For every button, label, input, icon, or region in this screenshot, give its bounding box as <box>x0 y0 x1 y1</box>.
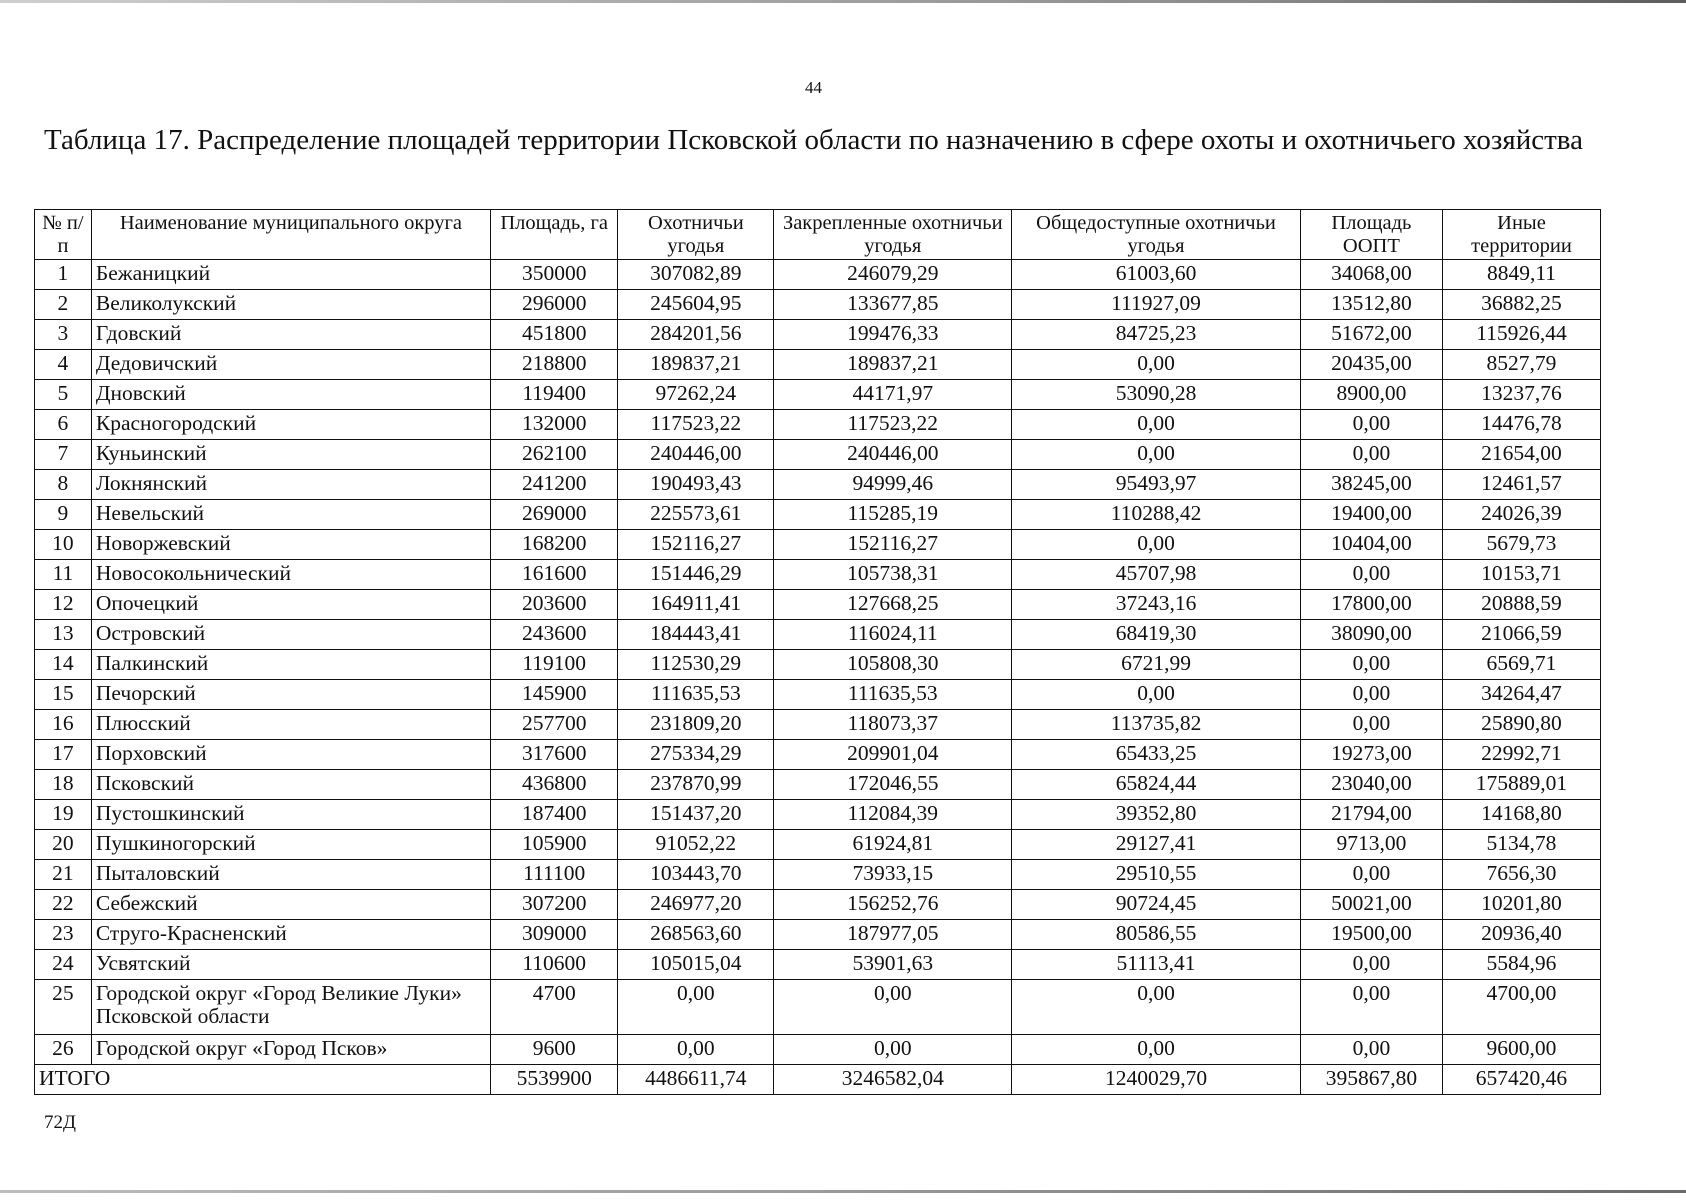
area-ha: 269000 <box>490 500 617 530</box>
district-name: Бежаницкий <box>91 260 490 290</box>
table-row <box>35 650 1601 680</box>
other-territories: 9600,00 <box>1442 1035 1600 1065</box>
total-hunting-lands: 4486611,74 <box>618 1065 774 1095</box>
district-name: Палкинский <box>91 650 490 680</box>
area-ha: 307200 <box>490 890 617 920</box>
table-title: Таблица 17. Распределение площадей территории Псковской области по назначению в сфере охоты и охотничьего хозяйства <box>44 124 1583 156</box>
area-ha: 4700 <box>490 980 617 1035</box>
row-number: 23 <box>35 920 92 950</box>
row-number: 4 <box>35 350 92 380</box>
area-ha: 309000 <box>490 920 617 950</box>
hunting-lands: 151446,29 <box>618 560 774 590</box>
assigned-lands: 0,00 <box>774 980 1012 1035</box>
other-territories: 5584,96 <box>1442 950 1600 980</box>
public-lands: 6721,99 <box>1012 650 1301 680</box>
other-territories: 5679,73 <box>1442 530 1600 560</box>
table-row <box>35 320 1601 350</box>
assigned-lands: 240446,00 <box>774 440 1012 470</box>
table-body <box>35 260 1601 1065</box>
other-territories: 6569,71 <box>1442 650 1600 680</box>
scan-edge-bottom <box>0 1190 1686 1193</box>
row-number: 6 <box>35 410 92 440</box>
protected-area: 51672,00 <box>1300 320 1442 350</box>
hunting-lands: 190493,43 <box>618 470 774 500</box>
hunting-lands: 117523,22 <box>618 410 774 440</box>
hunting-lands: 184443,41 <box>618 620 774 650</box>
protected-area: 19400,00 <box>1300 500 1442 530</box>
area-ha: 168200 <box>490 530 617 560</box>
area-ha: 132000 <box>490 410 617 440</box>
row-number: 9 <box>35 500 92 530</box>
district-name: Новоржевский <box>91 530 490 560</box>
other-territories: 8849,11 <box>1442 260 1600 290</box>
row-number: 21 <box>35 860 92 890</box>
district-name: Дновский <box>91 380 490 410</box>
public-lands: 84725,23 <box>1012 320 1301 350</box>
table-row <box>35 710 1601 740</box>
table-row <box>35 740 1601 770</box>
other-territories: 10153,71 <box>1442 560 1600 590</box>
table-row <box>35 830 1601 860</box>
other-territories: 21066,59 <box>1442 620 1600 650</box>
total-assigned-lands: 3246582,04 <box>774 1065 1012 1095</box>
row-number: 7 <box>35 440 92 470</box>
assigned-lands: 0,00 <box>774 1035 1012 1065</box>
public-lands: 29127,41 <box>1012 830 1301 860</box>
col-header-district: Наименование муниципального округа <box>91 210 490 260</box>
row-number: 15 <box>35 680 92 710</box>
district-name: Печорский <box>91 680 490 710</box>
assigned-lands: 127668,25 <box>774 590 1012 620</box>
row-number: 14 <box>35 650 92 680</box>
table-row <box>35 290 1601 320</box>
hunting-lands: 284201,56 <box>618 320 774 350</box>
assigned-lands: 187977,05 <box>774 920 1012 950</box>
row-number: 3 <box>35 320 92 350</box>
protected-area: 0,00 <box>1300 560 1442 590</box>
row-number: 11 <box>35 560 92 590</box>
public-lands: 45707,98 <box>1012 560 1301 590</box>
hunting-lands: 0,00 <box>618 980 774 1035</box>
area-ha: 9600 <box>490 1035 617 1065</box>
public-lands: 90724,45 <box>1012 890 1301 920</box>
row-number: 26 <box>35 1035 92 1065</box>
row-number: 20 <box>35 830 92 860</box>
assigned-lands: 73933,15 <box>774 860 1012 890</box>
hunting-lands: 225573,61 <box>618 500 774 530</box>
other-territories: 22992,71 <box>1442 740 1600 770</box>
row-number: 8 <box>35 470 92 500</box>
row-number: 19 <box>35 800 92 830</box>
public-lands: 0,00 <box>1012 530 1301 560</box>
district-name: Красногородский <box>91 410 490 440</box>
hunting-lands: 111635,53 <box>618 680 774 710</box>
public-lands: 0,00 <box>1012 350 1301 380</box>
table-row <box>35 410 1601 440</box>
assigned-lands: 111635,53 <box>774 680 1012 710</box>
row-number: 22 <box>35 890 92 920</box>
hunting-lands: 0,00 <box>618 1035 774 1065</box>
other-territories: 10201,80 <box>1442 890 1600 920</box>
hunting-lands: 112530,29 <box>618 650 774 680</box>
district-name: Дедовичский <box>91 350 490 380</box>
protected-area: 34068,00 <box>1300 260 1442 290</box>
protected-area: 0,00 <box>1300 650 1442 680</box>
assigned-lands: 209901,04 <box>774 740 1012 770</box>
public-lands: 68419,30 <box>1012 620 1301 650</box>
assigned-lands: 116024,11 <box>774 620 1012 650</box>
table-row <box>35 260 1601 290</box>
assigned-lands: 172046,55 <box>774 770 1012 800</box>
table-row <box>35 890 1601 920</box>
public-lands: 65433,25 <box>1012 740 1301 770</box>
district-name: Новосокольнический <box>91 560 490 590</box>
hunting-lands: 231809,20 <box>618 710 774 740</box>
row-number: 24 <box>35 950 92 980</box>
other-territories: 175889,01 <box>1442 770 1600 800</box>
public-lands: 0,00 <box>1012 1035 1301 1065</box>
header-row <box>35 210 1601 260</box>
row-number: 5 <box>35 380 92 410</box>
public-lands: 0,00 <box>1012 680 1301 710</box>
district-name: Струго-Красненский <box>91 920 490 950</box>
row-number: 12 <box>35 590 92 620</box>
other-territories: 21654,00 <box>1442 440 1600 470</box>
document-code: 72Д <box>44 1112 76 1133</box>
assigned-lands: 246079,29 <box>774 260 1012 290</box>
table-row <box>35 590 1601 620</box>
other-territories: 13237,76 <box>1442 380 1600 410</box>
assigned-lands: 117523,22 <box>774 410 1012 440</box>
protected-area: 0,00 <box>1300 980 1442 1035</box>
district-name: Локнянский <box>91 470 490 500</box>
area-ha: 262100 <box>490 440 617 470</box>
area-ha: 187400 <box>490 800 617 830</box>
protected-area: 0,00 <box>1300 440 1442 470</box>
protected-area: 19500,00 <box>1300 920 1442 950</box>
area-ha: 350000 <box>490 260 617 290</box>
assigned-lands: 152116,27 <box>774 530 1012 560</box>
protected-area: 23040,00 <box>1300 770 1442 800</box>
district-name: Островский <box>91 620 490 650</box>
area-ha: 257700 <box>490 710 617 740</box>
other-territories: 25890,80 <box>1442 710 1600 740</box>
district-name: Куньинский <box>91 440 490 470</box>
hunting-lands: 105015,04 <box>618 950 774 980</box>
other-territories: 115926,44 <box>1442 320 1600 350</box>
public-lands: 80586,55 <box>1012 920 1301 950</box>
protected-area: 10404,00 <box>1300 530 1442 560</box>
row-number: 10 <box>35 530 92 560</box>
table-row <box>35 470 1601 500</box>
total-label: ИТОГО <box>35 1065 491 1095</box>
table-row <box>35 800 1601 830</box>
assigned-lands: 94999,46 <box>774 470 1012 500</box>
row-number: 2 <box>35 290 92 320</box>
assigned-lands: 61924,81 <box>774 830 1012 860</box>
protected-area: 13512,80 <box>1300 290 1442 320</box>
district-name: Опочецкий <box>91 590 490 620</box>
area-ha: 110600 <box>490 950 617 980</box>
hunting-lands: 275334,29 <box>618 740 774 770</box>
other-territories: 20936,40 <box>1442 920 1600 950</box>
table-row <box>35 920 1601 950</box>
total-other-territories: 657420,46 <box>1442 1065 1600 1095</box>
district-name: Пушкиногорский <box>91 830 490 860</box>
hunting-lands: 91052,22 <box>618 830 774 860</box>
row-number: 13 <box>35 620 92 650</box>
public-lands: 111927,09 <box>1012 290 1301 320</box>
hunting-area-table <box>34 209 1601 1095</box>
table-row <box>35 980 1601 1035</box>
public-lands: 51113,41 <box>1012 950 1301 980</box>
hunting-lands: 189837,21 <box>618 350 774 380</box>
district-name: Порховский <box>91 740 490 770</box>
protected-area: 0,00 <box>1300 950 1442 980</box>
district-name: Городской округ «Город Великие Луки» Псковской области <box>91 980 490 1035</box>
table-row <box>35 500 1601 530</box>
hunting-lands: 103443,70 <box>618 860 774 890</box>
area-ha: 241200 <box>490 470 617 500</box>
total-area: 5539900 <box>490 1065 617 1095</box>
area-ha: 161600 <box>490 560 617 590</box>
protected-area: 19273,00 <box>1300 740 1442 770</box>
area-ha: 105900 <box>490 830 617 860</box>
protected-area: 21794,00 <box>1300 800 1442 830</box>
protected-area: 0,00 <box>1300 680 1442 710</box>
col-header-assigned-lands: Закрепленные охотничьи угодья <box>774 210 1012 260</box>
area-ha: 203600 <box>490 590 617 620</box>
row-number: 17 <box>35 740 92 770</box>
public-lands: 110288,42 <box>1012 500 1301 530</box>
assigned-lands: 112084,39 <box>774 800 1012 830</box>
table-row <box>35 860 1601 890</box>
table-row <box>35 560 1601 590</box>
public-lands: 95493,97 <box>1012 470 1301 500</box>
hunting-lands: 164911,41 <box>618 590 774 620</box>
protected-area: 20435,00 <box>1300 350 1442 380</box>
public-lands: 0,00 <box>1012 980 1301 1035</box>
other-territories: 14476,78 <box>1442 410 1600 440</box>
assigned-lands: 118073,37 <box>774 710 1012 740</box>
area-ha: 451800 <box>490 320 617 350</box>
public-lands: 0,00 <box>1012 410 1301 440</box>
district-name: Усвятский <box>91 950 490 980</box>
table-row <box>35 680 1601 710</box>
area-ha: 145900 <box>490 680 617 710</box>
assigned-lands: 189837,21 <box>774 350 1012 380</box>
assigned-lands: 53901,63 <box>774 950 1012 980</box>
area-ha: 243600 <box>490 620 617 650</box>
area-ha: 111100 <box>490 860 617 890</box>
col-header-number: № п/п <box>35 210 92 260</box>
hunting-lands: 307082,89 <box>618 260 774 290</box>
district-name: Пыталовский <box>91 860 490 890</box>
district-name: Городской округ «Город Псков» <box>91 1035 490 1065</box>
col-header-other-territories: Иные территории <box>1442 210 1600 260</box>
protected-area: 38090,00 <box>1300 620 1442 650</box>
hunting-lands: 237870,99 <box>618 770 774 800</box>
district-name: Псковский <box>91 770 490 800</box>
assigned-lands: 156252,76 <box>774 890 1012 920</box>
other-territories: 12461,57 <box>1442 470 1600 500</box>
other-territories: 14168,80 <box>1442 800 1600 830</box>
protected-area: 0,00 <box>1300 710 1442 740</box>
hunting-lands: 245604,95 <box>618 290 774 320</box>
total-row <box>35 1065 1601 1095</box>
district-name: Гдовский <box>91 320 490 350</box>
other-territories: 5134,78 <box>1442 830 1600 860</box>
hunting-lands: 151437,20 <box>618 800 774 830</box>
other-territories: 20888,59 <box>1442 590 1600 620</box>
page-number: 44 <box>805 78 822 97</box>
table-row <box>35 950 1601 980</box>
district-name: Великолукский <box>91 290 490 320</box>
assigned-lands: 115285,19 <box>774 500 1012 530</box>
protected-area: 0,00 <box>1300 1035 1442 1065</box>
other-territories: 24026,39 <box>1442 500 1600 530</box>
protected-area: 0,00 <box>1300 860 1442 890</box>
assigned-lands: 105738,31 <box>774 560 1012 590</box>
protected-area: 17800,00 <box>1300 590 1442 620</box>
district-name: Себежский <box>91 890 490 920</box>
table-row <box>35 1035 1601 1065</box>
col-header-area: Площадь, га <box>490 210 617 260</box>
protected-area: 9713,00 <box>1300 830 1442 860</box>
row-number: 16 <box>35 710 92 740</box>
hunting-lands: 152116,27 <box>618 530 774 560</box>
assigned-lands: 44171,97 <box>774 380 1012 410</box>
area-ha: 119100 <box>490 650 617 680</box>
hunting-lands: 240446,00 <box>618 440 774 470</box>
public-lands: 65824,44 <box>1012 770 1301 800</box>
col-header-public-lands: Общедоступные охотничьи угодья <box>1012 210 1301 260</box>
assigned-lands: 133677,85 <box>774 290 1012 320</box>
hunting-lands: 246977,20 <box>618 890 774 920</box>
public-lands: 39352,80 <box>1012 800 1301 830</box>
other-territories: 8527,79 <box>1442 350 1600 380</box>
other-territories: 36882,25 <box>1442 290 1600 320</box>
protected-area: 8900,00 <box>1300 380 1442 410</box>
other-territories: 34264,47 <box>1442 680 1600 710</box>
hunting-lands: 268563,60 <box>618 920 774 950</box>
hunting-lands: 97262,24 <box>618 380 774 410</box>
protected-area: 0,00 <box>1300 410 1442 440</box>
table-row <box>35 770 1601 800</box>
table-row <box>35 530 1601 560</box>
col-header-protected-area: Площадь ООПТ <box>1300 210 1442 260</box>
other-territories: 4700,00 <box>1442 980 1600 1035</box>
public-lands: 0,00 <box>1012 440 1301 470</box>
area-ha: 119400 <box>490 380 617 410</box>
row-number: 1 <box>35 260 92 290</box>
area-ha: 218800 <box>490 350 617 380</box>
table-row <box>35 380 1601 410</box>
district-name: Невельский <box>91 500 490 530</box>
public-lands: 29510,55 <box>1012 860 1301 890</box>
public-lands: 37243,16 <box>1012 590 1301 620</box>
assigned-lands: 105808,30 <box>774 650 1012 680</box>
total-protected-area: 395867,80 <box>1300 1065 1442 1095</box>
district-name: Пустошкинский <box>91 800 490 830</box>
protected-area: 38245,00 <box>1300 470 1442 500</box>
table-row <box>35 350 1601 380</box>
public-lands: 61003,60 <box>1012 260 1301 290</box>
table-row <box>35 440 1601 470</box>
area-ha: 436800 <box>490 770 617 800</box>
table-row <box>35 620 1601 650</box>
other-territories: 7656,30 <box>1442 860 1600 890</box>
total-public-lands: 1240029,70 <box>1012 1065 1301 1095</box>
area-ha: 296000 <box>490 290 617 320</box>
row-number: 18 <box>35 770 92 800</box>
public-lands: 113735,82 <box>1012 710 1301 740</box>
scan-edge-top <box>0 0 1686 3</box>
area-ha: 317600 <box>490 740 617 770</box>
col-header-hunting-lands: Охотничьи угодья <box>618 210 774 260</box>
public-lands: 53090,28 <box>1012 380 1301 410</box>
row-number: 25 <box>35 980 92 1035</box>
district-name: Плюсский <box>91 710 490 740</box>
protected-area: 50021,00 <box>1300 890 1442 920</box>
assigned-lands: 199476,33 <box>774 320 1012 350</box>
